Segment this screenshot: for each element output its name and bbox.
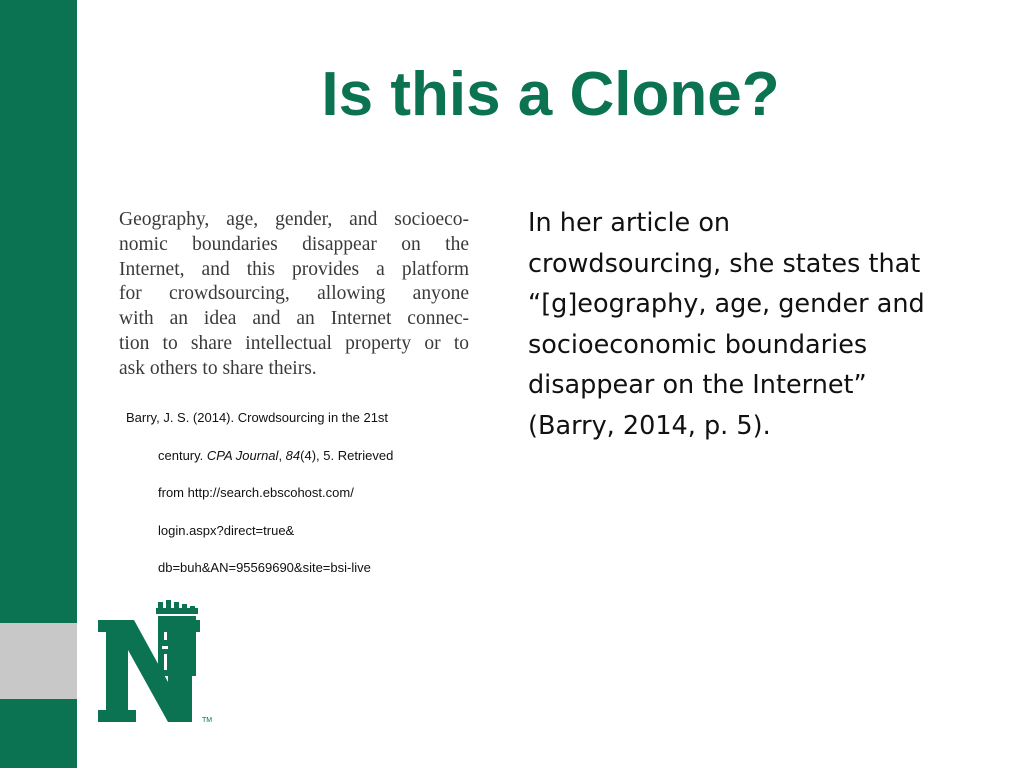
reference-line: Barry, J. S. (2014). Crowdsourcing in the 21st (126, 410, 389, 425)
body-paragraph (528, 203, 968, 446)
body-line: “[g]eography, age, gender and (528, 289, 925, 319)
university-logo (96, 600, 214, 724)
reference-text: century. (158, 447, 207, 463)
body-line: disappear on the Internet” (528, 370, 867, 400)
quote-line: ask others to share theirs. (119, 357, 317, 379)
quote-line: for crowdsourcing, allowing anyone (119, 283, 469, 305)
reference-line: login.aspx?direct=true& (158, 522, 295, 538)
sidebar-gray-block (0, 623, 77, 699)
quote-line: Internet, and this provides a platform (119, 258, 469, 280)
quote-line: with an idea and an Internet connec- (119, 308, 469, 330)
reference-text: (4), 5. Retrieved (300, 447, 394, 463)
reference-line: db=buh&AN=95569690&site=bsi-live (158, 560, 371, 575)
journal-volume: 84 (285, 447, 301, 463)
body-line: (Barry, 2014, p. 5). (528, 410, 771, 441)
reference-line: from http://search.ebscohost.com/ (158, 485, 354, 500)
quote-line: nomic boundaries disappear on the (119, 233, 469, 255)
slide-title: Is this a Clone? (321, 60, 780, 129)
reference-citation (126, 407, 446, 595)
logo-n-tower-icon (96, 600, 214, 724)
quoted-excerpt (119, 208, 469, 382)
trademark-text: TM (202, 717, 213, 724)
quote-line: Geography, age, gender, and socioeco- (119, 209, 469, 230)
body-line: In her article on (528, 208, 731, 238)
journal-title: CPA Journal (206, 447, 279, 463)
body-line: crowdsourcing, she states that (528, 248, 921, 279)
reference-text: , (278, 447, 286, 463)
quote-line: tion to share intellectual property or to (119, 332, 469, 354)
body-line: socioeconomic boundaries (528, 329, 868, 360)
reference-line (126, 445, 446, 483)
